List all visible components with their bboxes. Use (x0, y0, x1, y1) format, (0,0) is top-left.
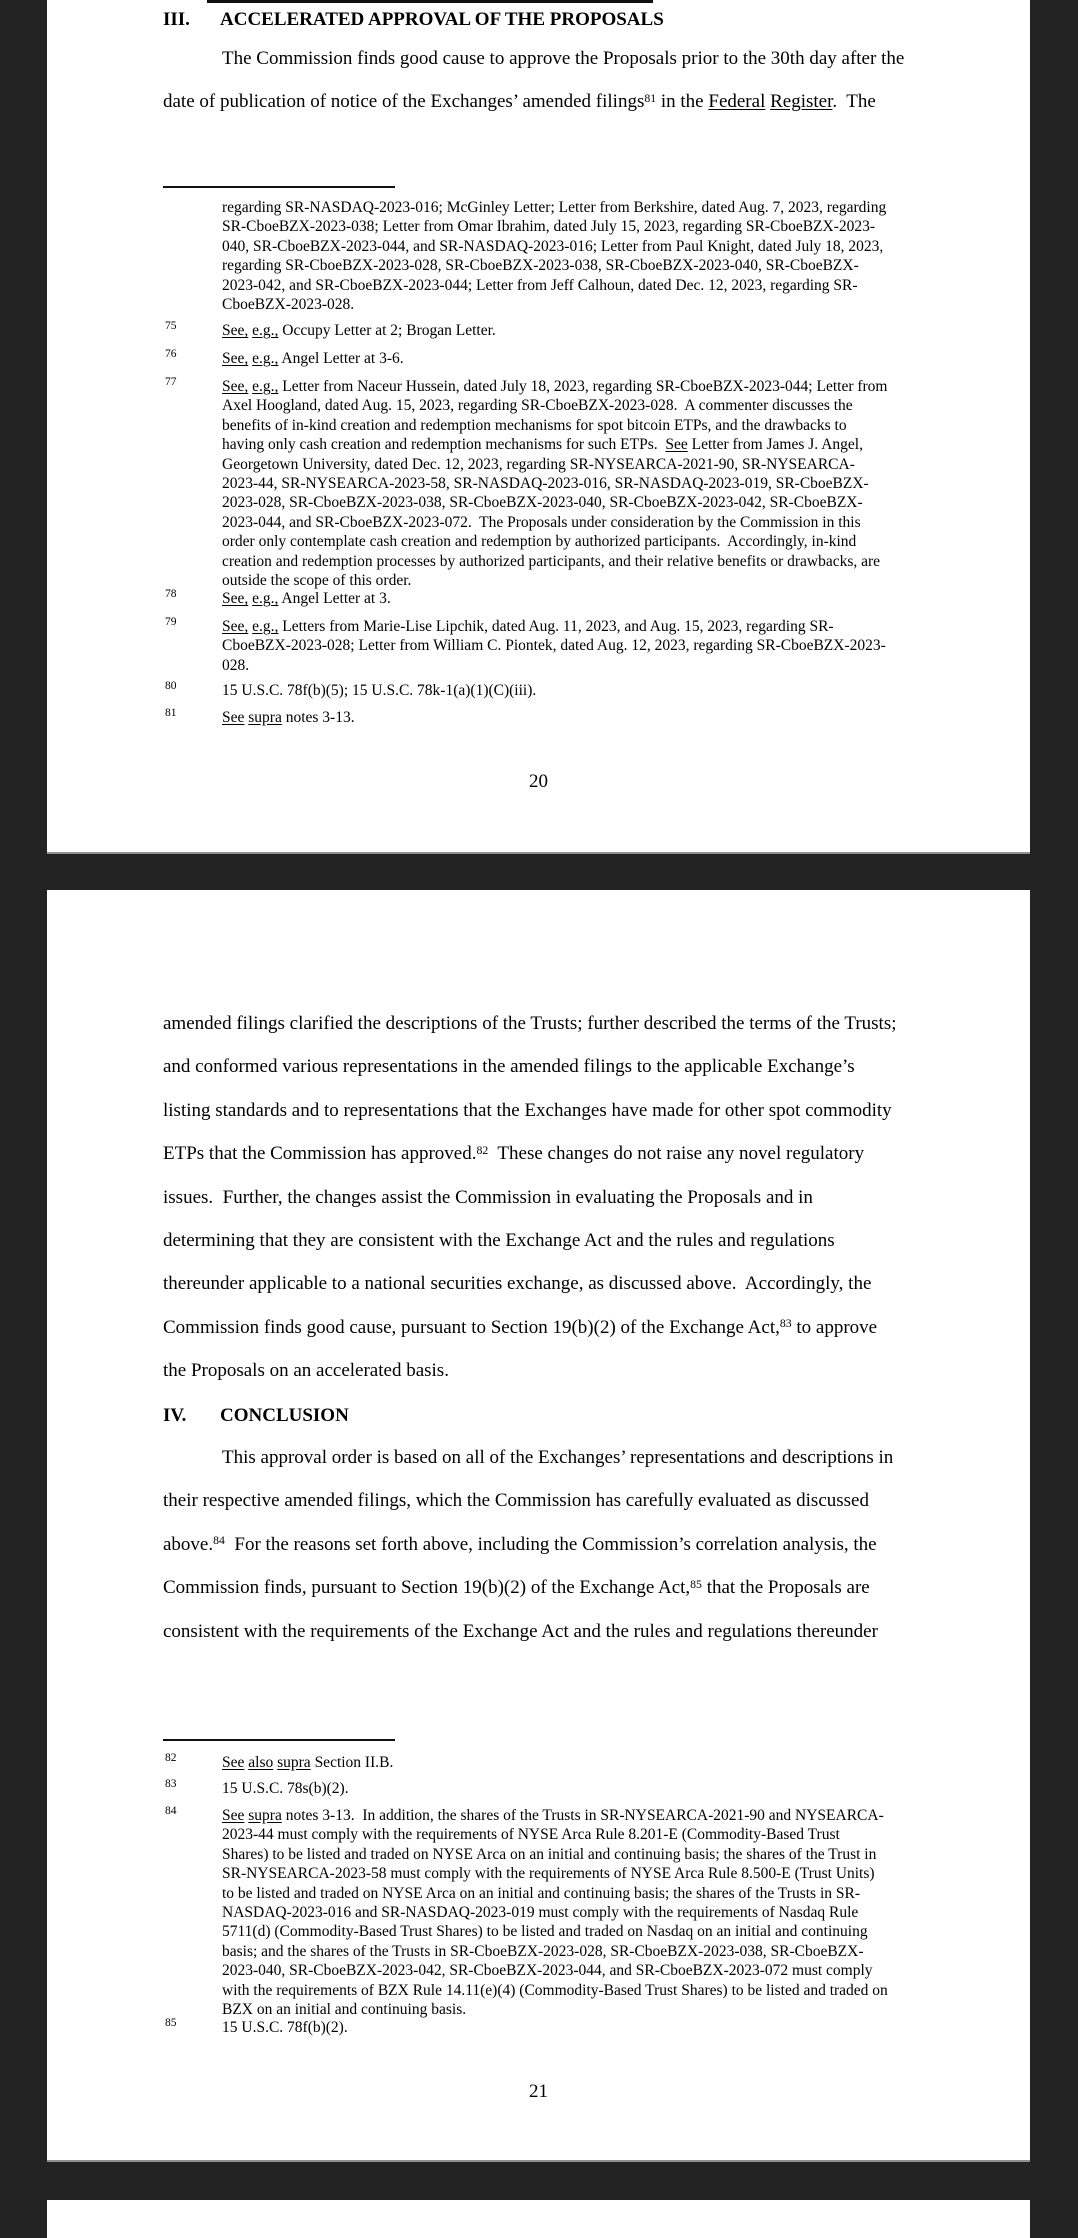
footnote-line (222, 1826, 922, 1845)
footnote-line (222, 553, 922, 572)
text-run: SR-NYSEARCA-2023-58 must comply with the requirements of NYSE Arca Rule 8.500-E (Trust Units) (222, 1865, 875, 1883)
footnote-line (222, 350, 922, 369)
footnote-number-marker: 75 (165, 320, 177, 332)
text-run: 2023-44, SR-NYSEARCA-2023-58, SR-NASDAQ-2023-016, SR-NASDAQ-2023-019, SR-CboeBZX- (222, 474, 869, 492)
footnote-text (222, 378, 922, 591)
text-run: notes 3-13. (281, 709, 355, 726)
text-run: determining that they are consistent with the Exchange Act and the rules and regulations (163, 1229, 835, 1251)
footnote-line (222, 637, 922, 656)
text-run: See, (222, 350, 249, 367)
text-run: . The (832, 91, 876, 113)
text-run: Axel Hoogland, dated Aug. 15, 2023, regarding SR-CboeBZX-2023-028. A commenter discusses the (222, 397, 853, 415)
footnote-line (222, 2019, 922, 2038)
footnote-text (222, 1807, 922, 2020)
text-run: CboeBZX-2023-028. (222, 295, 355, 313)
text-run: The Commission finds good cause to approve the Proposals prior to the 30th day after the (222, 48, 905, 69)
text-run: to be listed and traded on NYSE Arca on an initial and continuing basis; the shares of the Trusts in SR- (222, 1884, 861, 1902)
text-run: e.g., (252, 590, 279, 607)
footnote-line (222, 436, 922, 455)
footnote-line (222, 456, 922, 475)
footnote-text (222, 199, 922, 315)
footnote-text (222, 1754, 922, 1773)
footnote-line (222, 682, 922, 701)
text-run: their respective amended filings, which the Commission has carefully evaluated as discussed (163, 1490, 869, 1512)
footnote-number-marker: 85 (165, 2017, 177, 2029)
footnote-ref-superscript: 84 (213, 1534, 225, 1548)
footnote-number-marker: 82 (165, 1752, 177, 1764)
text-run: order only contemplate cash creation and redemption by authorized participants. Accordingly, in-kind (222, 533, 857, 551)
footnote-85 (163, 2019, 922, 2038)
text-run: supra (248, 1807, 282, 1824)
text-run: NASDAQ-2023-016 and SR-NASDAQ-2023-019 must comply with the requirements of Nasdaq Rule (222, 1903, 859, 1921)
text-run: Letter from James J. Angel, (687, 436, 863, 454)
footnote-text (222, 618, 922, 676)
text-run: e.g., (252, 322, 279, 339)
footnote-79 (163, 618, 922, 676)
text-run: creation and redemption processes by authorized participants, and their relative benefits or drawbacks, are (222, 552, 881, 570)
text-run: supra (277, 1754, 311, 1771)
footnote-84 (163, 1807, 922, 2020)
footnote-text (222, 682, 922, 701)
footnote-line (222, 618, 922, 637)
text-run: Letter from Naceur Hussein, dated July 18, 2023, regarding SR-CboeBZX-2023-044; Letter from (278, 378, 888, 395)
footnote-ref-superscript: 85 (690, 1577, 702, 1591)
page-number: 20 (529, 771, 548, 792)
footnote-text (222, 590, 922, 609)
text-run: Occupy Letter at 2; Brogan Letter. (278, 322, 496, 339)
text-run: See, (222, 378, 249, 395)
text-run: 15 U.S.C. 78f(b)(5); 15 U.S.C. 78k-1(a)(1)(C)(iii). (222, 682, 537, 699)
footnote-78 (163, 590, 922, 609)
text-run: Commission finds, pursuant to Section 19(b)(2) of the Exchange Act, (163, 1577, 691, 1599)
footnote-82 (163, 1754, 922, 1773)
text-run: having only cash creation and redemption mechanisms for such ETPs. (222, 436, 666, 454)
text-run: 15 U.S.C. 78f(b)(2). (222, 2019, 348, 2036)
text-run: See, (222, 618, 249, 635)
text-run: 15 U.S.C. 78s(b)(2). (222, 1780, 349, 1797)
footnote-line (222, 1807, 922, 1826)
text-run: Georgetown University, dated Dec. 12, 2023, regarding SR-NYSEARCA-2021-90, SR-NYSEARCA- (222, 455, 855, 473)
text-run: and conformed various representations in the amended filings to the applicable Exchange’s (163, 1056, 855, 1078)
footnote-number-marker: 78 (165, 588, 177, 600)
footnote-line (222, 2001, 922, 2020)
footnote-76 (163, 350, 922, 369)
footnote-number-marker: 80 (165, 680, 177, 692)
text-run: 2023-044, and SR-CboeBZX-2023-072. The Proposals under consideration by the Commission in this (222, 513, 861, 531)
footnote-text (222, 322, 922, 341)
footnote-line (222, 378, 922, 397)
text-run: Commission finds good cause, pursuant to Section 19(b)(2) of the Exchange Act, (163, 1316, 780, 1338)
footnote-line (222, 1943, 922, 1962)
text-run: thereunder applicable to a national securities exchange, as discussed above. Accordingly, the (163, 1273, 872, 1295)
text-run: issues. Further, the changes assist the Commission in evaluating the Proposals and in (163, 1186, 813, 1208)
heading-title: CONCLUSION (220, 1405, 349, 1426)
footnote-number-marker: 79 (165, 616, 177, 628)
document-page-20 (47, 0, 1030, 852)
text-run: e.g., (252, 350, 279, 367)
text-run: Shares) to be listed and traded on NYSE Arca on an initial and continuing basis; the shares of the Trust in (222, 1845, 877, 1863)
footnote-line (222, 397, 922, 416)
footnote-80 (163, 682, 922, 701)
heading-title: ACCELERATED APPROVAL OF THE PROPOSALS (220, 9, 664, 30)
footnotes-block (47, 890, 1030, 2160)
footnote-line (222, 1780, 922, 1799)
footnote-line (222, 199, 922, 218)
text-run: also (248, 1754, 274, 1771)
footnote-line (222, 238, 922, 257)
text-run: date of publication of notice of the Exchanges’ amended filings (163, 91, 645, 113)
text-run: basis; and the shares of the Trusts in SR-CboeBZX-2023-028, SR-CboeBZX-2023-038, SR-CboeBZX- (222, 1942, 864, 1960)
page-number: 21 (529, 2081, 548, 2102)
text-run: See, (222, 322, 249, 339)
footnote-number-marker: 81 (165, 707, 177, 719)
text-run: regarding SR-CboeBZX-2023-028, SR-CboeBZX-2023-038, SR-CboeBZX-2023-040, SR-CboeBZX- (222, 257, 859, 275)
footnote-text (222, 1780, 922, 1799)
footnote-75 (163, 322, 922, 341)
text-run: that the Proposals are (701, 1577, 870, 1599)
footnote-text (222, 2019, 922, 2038)
footnote-number-marker: 76 (165, 348, 177, 360)
footnote-line (222, 1754, 922, 1773)
footnotes-block (47, 0, 1030, 852)
text-run: 028. (222, 656, 250, 674)
footnote-line (222, 322, 922, 341)
text-run: For the reasons set forth above, including the Commission’s correlation analysis, the (224, 1533, 877, 1555)
footnote-line (222, 218, 922, 237)
text-run: e.g., (252, 618, 279, 635)
text-run: 2023-040, SR-CboeBZX-2023-042, SR-CboeBZX-2023-044, and SR-CboeBZX-2023-072 must comply (222, 1962, 873, 1980)
text-run: outside the scope of this order. (222, 571, 412, 589)
text-run: Federal (708, 91, 766, 113)
text-run: listing standards and to representations that the Exchanges have made for other spot commodity (163, 1099, 892, 1121)
text-run: the Proposals on an accelerated basis. (163, 1360, 449, 1382)
footnote-line (222, 257, 922, 276)
footnote-ref-superscript: 82 (476, 1143, 489, 1157)
footnote-line (222, 1885, 922, 1904)
text-run: Angel Letter at 3-6. (278, 350, 404, 367)
text-run: ETPs that the Commission has approved. (163, 1143, 477, 1165)
footnote-line (222, 1982, 922, 2001)
footnote-line (222, 1846, 922, 1865)
footnote-line (222, 657, 922, 676)
footnote-line (222, 572, 922, 591)
footnote-line (222, 1962, 922, 1981)
text-run: with the requirements of BZX Rule 14.11(e)(4) (Commodity-Based Trust Shares) to be listed and traded on (222, 1981, 888, 1999)
document-page-21 (47, 890, 1030, 2160)
text-run: See (222, 709, 245, 726)
footnote-line (222, 590, 922, 609)
text-run: amended filings clarified the descriptions of the Trusts; further described the terms of the Trusts; (163, 1013, 897, 1034)
footnote-line (222, 475, 922, 494)
document-page-next-sliver (47, 2200, 1030, 2238)
text-run: Letters from Marie-Lise Lipchik, dated Aug. 11, 2023, and Aug. 15, 2023, regarding SR- (278, 618, 834, 635)
footnote-line (222, 1923, 922, 1942)
footnote-line (222, 277, 922, 296)
footnote-continuation (163, 199, 922, 315)
footnote-line (222, 533, 922, 552)
footnote-line (222, 417, 922, 436)
footnote-line (222, 1865, 922, 1884)
text-run: 040, SR-CboeBZX-2023-044, and SR-NASDAQ-2023-016; Letter from Paul Knight, dated July 18, 2023, (222, 237, 884, 255)
text-run: to approve (791, 1316, 878, 1338)
footnote-83 (163, 1780, 922, 1799)
text-run: Section II.B. (310, 1754, 394, 1771)
text-run: See (222, 1754, 245, 1771)
footnote-number-marker: 83 (165, 1778, 177, 1790)
text-run: SR-CboeBZX-2023-038; Letter from Omar Ibrahim, dated July 15, 2023, regarding SR-CboeBZX-2023- (222, 218, 876, 236)
text-run: 2023-44 must comply with the requirements of NYSE Arca Rule 8.201-E (Commodity-Based Trust (222, 1826, 840, 1844)
text-run: These changes do not raise any novel regulatory (488, 1143, 865, 1165)
footnote-line (222, 709, 922, 728)
text-run: benefits of in-kind creation and redemption mechanisms for spot bitcoin ETPs, and the drawbacks to (222, 416, 847, 434)
text-run: notes 3-13. In addition, the shares of the Trusts in SR-NYSEARCA-2021-90 and NYSEARCA- (281, 1807, 884, 1824)
text-run: BZX on an initial and continuing basis. (222, 2000, 467, 2018)
footnote-line (222, 514, 922, 533)
text-run: supra (248, 709, 282, 726)
text-run: regarding SR-NASDAQ-2023-016; McGinley Letter; Letter from Berkshire, dated Aug. 7, 2023, regarding (222, 199, 887, 216)
text-run: 2023-028, SR-CboeBZX-2023-038, SR-CboeBZX-2023-040, SR-CboeBZX-2023-042, SR-CboeBZX- (222, 494, 863, 512)
text-run: consistent with the requirements of the Exchange Act and the rules and regulations thereunder (163, 1620, 878, 1642)
footnote-77 (163, 378, 922, 591)
text-run: above. (163, 1533, 214, 1555)
footnote-number-marker: 84 (165, 1805, 177, 1817)
text-run: in the (656, 91, 709, 113)
text-run: See (665, 436, 688, 454)
text-run: See (222, 1807, 245, 1824)
text-run: See, (222, 590, 249, 607)
footnote-text (222, 709, 922, 728)
text-run: Angel Letter at 3. (278, 590, 391, 607)
text-run: This approval order is based on all of the Exchanges’ representations and descriptions in (222, 1447, 894, 1468)
footnote-line (222, 296, 922, 315)
footnote-ref-superscript: 81 (644, 91, 657, 105)
footnote-line (222, 1904, 922, 1923)
footnote-81 (163, 709, 922, 728)
text-run: CboeBZX-2023-028; Letter from William C. Piontek, dated Aug. 12, 2023, regarding SR-CboeBZX-2023- (222, 637, 886, 655)
footnote-line (222, 494, 922, 513)
footnote-ref-superscript: 83 (779, 1317, 792, 1331)
text-run: 2023-042, and SR-CboeBZX-2023-044; Letter from Jeff Calhoun, dated Dec. 12, 2023, regarding SR- (222, 276, 858, 294)
text-run: 5711(d) (Commodity-Based Trust Shares) to be listed and traded on Nasdaq on an initial and continuing (222, 1923, 868, 1941)
heading-number: III. (163, 9, 190, 30)
footnote-text (222, 350, 922, 369)
text-run: Register (770, 91, 833, 113)
text-run: e.g., (252, 378, 279, 395)
footnote-number-marker: 77 (165, 376, 177, 388)
heading-number: IV. (163, 1405, 187, 1426)
